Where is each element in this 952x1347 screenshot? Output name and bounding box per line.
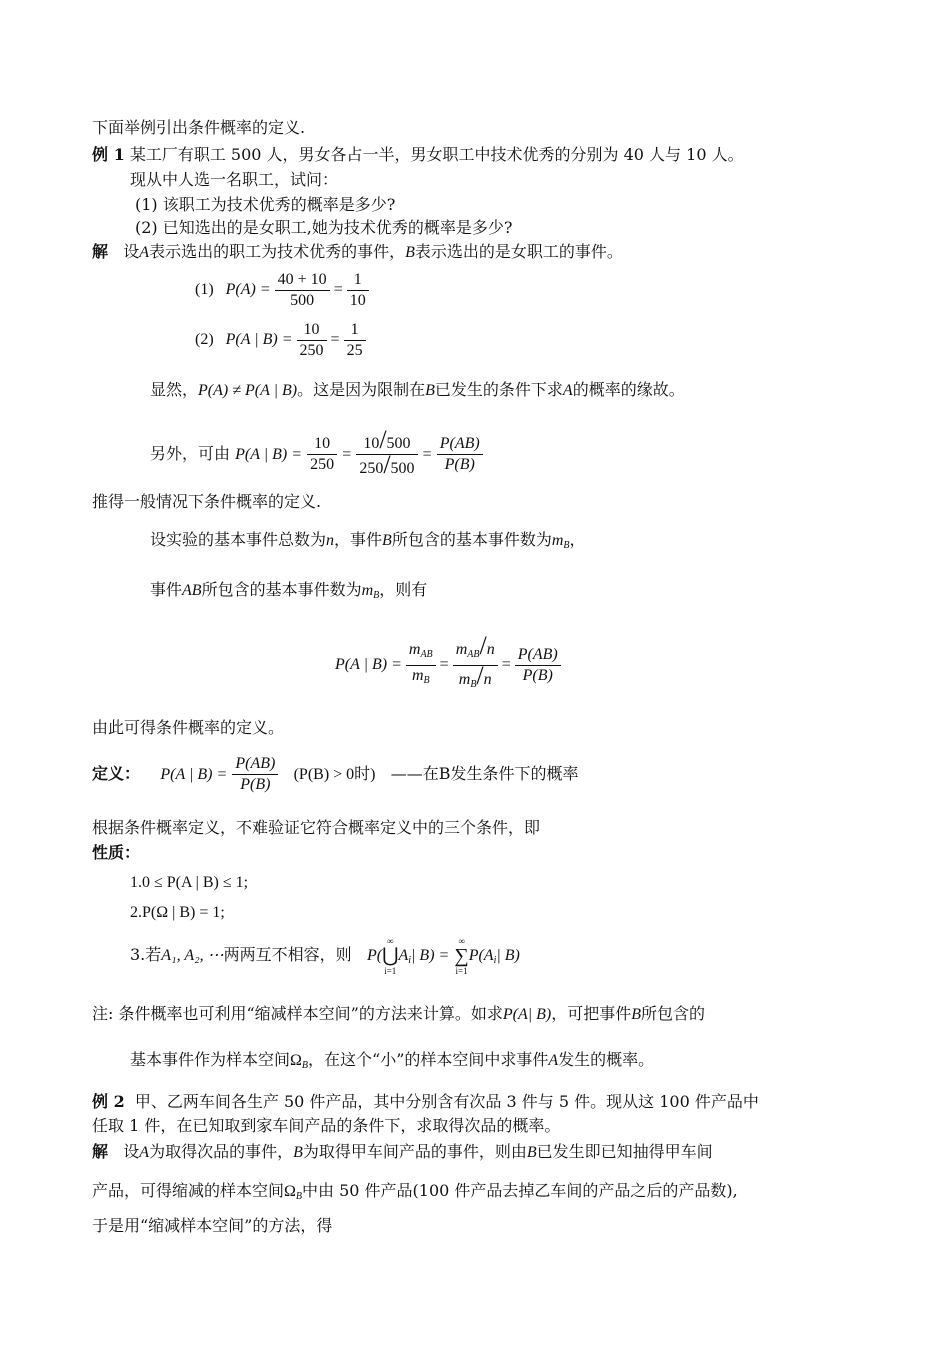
- general-line: 推得一般情况下条件概率的定义.: [92, 492, 322, 511]
- obviously-b: 。这是因为限制在: [297, 380, 426, 399]
- solution-2-label: 解: [92, 1142, 109, 1161]
- solution-2-d: 已发生即已知抽得甲车间: [536, 1142, 713, 1161]
- symbol-b: B: [382, 532, 392, 549]
- general-formula-den: [406, 665, 436, 691]
- example-1-label: 例 1: [92, 145, 125, 164]
- equation-2-result: [344, 320, 366, 361]
- general-formula-result: [515, 645, 561, 686]
- equation-2-result-den: 25: [344, 340, 366, 361]
- note-line-2: [130, 1050, 654, 1076]
- general-formula-result-den: P(B): [515, 665, 561, 686]
- equation-2-result-num: 1: [350, 320, 359, 338]
- definition-label: 定义：: [92, 764, 141, 783]
- setup-ab-b: 所包含的基本事件数为: [201, 580, 362, 599]
- solution-1-setup-c: 表示选出的是女职工的事件。: [414, 242, 623, 261]
- general-formula-result-num: P(AB): [517, 645, 558, 663]
- solution-1-label: 解: [92, 242, 109, 261]
- property-3-a: 3.若: [130, 945, 162, 964]
- solution-1-setup-b: 表示选出的职工为技术优秀的事件，: [149, 242, 406, 261]
- compound-den-n: n: [483, 670, 492, 688]
- also-result: [437, 434, 483, 475]
- properties-label: 性质：: [92, 843, 141, 862]
- symbol-n: n: [326, 532, 335, 549]
- also-compound-num-b: 500: [386, 435, 411, 452]
- symbol-m-sub: B: [373, 590, 380, 601]
- also-compound-num-a: 10: [363, 435, 380, 452]
- obviously-d: 的概率的缘故。: [572, 380, 685, 399]
- symbol-b: B: [293, 1144, 303, 1161]
- sum-upper: ∞: [458, 935, 465, 946]
- symbol-omega-sub: B: [295, 1191, 303, 1202]
- also-result-num: P(AB): [439, 435, 480, 452]
- obviously-line: [150, 380, 685, 401]
- example-2-line-2: 任取 1 件，在已知取到家车间产品的条件下，求取得次品的概率。: [92, 1116, 561, 1135]
- property-2: 2.P(Ω | B) = 1;: [130, 904, 225, 921]
- solution-2-line-1: [92, 1142, 713, 1163]
- equation-2-num: 10: [303, 320, 320, 338]
- general-formula-compound: [453, 630, 498, 695]
- property-3-lhs-a: A: [398, 947, 409, 964]
- example-1-line-1: [92, 145, 744, 165]
- also-line: 另外，可由 P(A | B) = $\frac{10}{250}$ = $\frac{10/500}{250/500}$ = $\frac{P(AB)}{P(B)}$: [150, 420, 483, 489]
- setup-ab-c: ，则有: [379, 580, 428, 599]
- solution-2-line-2: [92, 1181, 738, 1207]
- symbol-b: B: [631, 1006, 642, 1023]
- property-3-lhs-end: | B) =: [411, 947, 450, 964]
- equation-1-lhs: P(A) =: [225, 281, 271, 298]
- properties-intro: 根据条件概率定义，不难验证它符合概率定义中的三个条件，即: [92, 818, 541, 837]
- note-line-1: [92, 1004, 705, 1025]
- also-a: 另外，可由: [150, 444, 231, 463]
- also-compound-den: 250/500: [356, 454, 417, 479]
- equation-1-result: [347, 270, 369, 311]
- setup-n-c: 所包含的基本事件数为: [391, 530, 552, 549]
- general-formula-fraction: [406, 640, 436, 691]
- compound-den-m: m: [458, 670, 471, 688]
- property-3-union: [382, 936, 398, 976]
- solution-1-setup-a: 设: [123, 242, 140, 261]
- equation-2-label: (2): [195, 331, 214, 348]
- general-formula-num-m: m: [408, 640, 421, 658]
- symbol-a: A: [139, 244, 150, 261]
- property-3: [130, 935, 520, 981]
- compound-num-m: m: [455, 640, 468, 658]
- general-formula-lhs: P(A | B) =: [335, 656, 402, 673]
- obviously-c: 已发生的条件下求: [434, 380, 563, 399]
- example-1-question-2: (2) 已知选出的是女职工,她为技术优秀的概率是多少?: [135, 218, 513, 237]
- equation-1-fraction: [275, 270, 330, 311]
- setup-n-a: 设实验的基本事件总数为: [150, 530, 327, 549]
- solution-1-setup: [92, 242, 623, 263]
- also-result-den: P(B): [437, 454, 483, 475]
- union-upper: ∞: [387, 935, 394, 946]
- also-num: 10: [314, 435, 331, 452]
- definition-dash: ——: [390, 764, 423, 783]
- also-compound-fraction: [356, 425, 417, 479]
- symbol-omega: Ω: [290, 1052, 302, 1069]
- property-3-lhs-p: P(: [366, 947, 383, 964]
- definition-num: P(AB): [235, 755, 276, 772]
- equation-2-den: 250: [297, 340, 327, 361]
- equation-1-den: 500: [275, 290, 330, 311]
- note-line-1-c: 所包含的: [641, 1004, 706, 1023]
- general-formula-compound-num: $m_{AB}/n$: [455, 630, 495, 660]
- definition-line: [92, 752, 579, 797]
- definition-note: 在B发生条件下的概率: [422, 764, 579, 783]
- example-1-question-1: (1) 该职工为技术优秀的概率是多少?: [135, 195, 396, 214]
- conclude-line: 由此可得条件概率的定义。: [92, 718, 285, 737]
- symbol-a: A: [139, 1144, 150, 1161]
- sum-symbol: ∑: [454, 944, 469, 967]
- also-den: 250: [307, 454, 337, 475]
- example-2-label: 例 2: [92, 1092, 125, 1111]
- example-1-text: 某工厂有职工 500 人，男女各占一半，男女职工中技术优秀的分别为 40 人与 10 人。: [129, 145, 744, 164]
- general-formula-num-sub: AB: [420, 648, 433, 660]
- setup-n-line: 设实验的基本事件总数为n，事件B所包含的基本事件数为$m_B$，: [150, 530, 586, 551]
- example-2-text: 甲、乙两车间各生产 50 件产品，其中分别含有次品 3 件与 5 件。现从这 100 件产品中: [134, 1092, 759, 1111]
- note-line-2-c: 发生的概率。: [558, 1050, 655, 1069]
- equation-1-num: 40 + 10: [277, 270, 327, 288]
- equation-1-result-den: 10: [347, 290, 369, 311]
- solution-1-equation-2: (2) P(A | B) = $\frac{10}{250}$ = $\frac{1}{25}$: [195, 318, 366, 362]
- symbol-omega: Ω: [284, 1183, 296, 1200]
- symbol-a: A: [562, 382, 573, 399]
- sum-lower: i=1: [455, 965, 468, 976]
- definition-condition: (P(B) > 0时): [293, 766, 376, 783]
- setup-ab-a: 事件: [150, 580, 183, 599]
- symbol-m: m: [361, 582, 374, 599]
- equation-1-label: (1): [195, 281, 214, 298]
- equation-2-fraction: [297, 320, 327, 361]
- solution-2-b: 为取得次品的事件，: [149, 1142, 294, 1161]
- note-line-1-b: ，可把事件: [551, 1004, 632, 1023]
- equation-2-lhs: P(A | B) =: [225, 331, 293, 348]
- union-lower: i=1: [384, 965, 397, 976]
- compound-num-sub: AB: [467, 648, 480, 660]
- union-symbol: ⋃: [382, 944, 399, 967]
- also-lhs: P(A | B) =: [235, 446, 302, 463]
- obviously-math: P(A) ≠ P(A | B): [198, 382, 298, 399]
- general-formula: P(A | B) = $\frac{m_{AB}}{m_B}$ = $\frac{m_{AB}/n}{m_B/n}$ = $\frac{P(AB)}{P(B)}$: [335, 625, 561, 705]
- symbol-m: m: [551, 532, 564, 549]
- symbol-omega-sub: B: [301, 1060, 309, 1071]
- symbol-b: B: [405, 244, 415, 261]
- also-compound-num: 10/500: [363, 425, 411, 454]
- property-3-rhs-sub: i: [493, 955, 497, 966]
- obviously-a: 显然，: [150, 380, 199, 399]
- property-3-math: A₁, A₂, ⋯: [161, 947, 224, 964]
- definition-den: P(B): [232, 774, 278, 795]
- general-formula-num: [406, 640, 436, 665]
- also-compound-den-b: 500: [390, 460, 415, 477]
- definition-fraction: [232, 754, 278, 795]
- property-3-rhs-end: | B): [496, 947, 520, 964]
- also-compound-den-a: 250: [359, 460, 384, 477]
- also-fraction: [307, 434, 337, 475]
- property-3-lhs-sub: i: [408, 955, 412, 966]
- solution-2-a: 设: [123, 1142, 140, 1161]
- general-formula-den-m: m: [411, 666, 424, 684]
- note-line-2-b: ，在这个“小”的样本空间中求事件: [308, 1050, 549, 1069]
- example-1-line-2: 现从中人选一名职工，试问：: [130, 170, 339, 189]
- note-line-1-a: 注: 条件概率也可利用“缩减样本空间”的方法来计算。如求: [92, 1004, 503, 1023]
- general-formula-den-sub: B: [423, 674, 430, 686]
- solution-2-line-2-b: 中由 50 件产品(100 件产品去掉乙车间的产品之后的产品数),: [302, 1181, 738, 1200]
- example-2-line-1: [92, 1092, 759, 1112]
- solution-1-equation-1: (1) P(A) = $\frac{40 + 10}{500}$ = $\frac{1}{10}$: [195, 268, 369, 312]
- note-line-1-math: P(A| B): [502, 1006, 552, 1023]
- solution-2-line-2-a: 产品，可得缩减的样本空间: [92, 1181, 285, 1200]
- symbol-a: A: [548, 1052, 559, 1069]
- note-line-2-a: 基本事件作为样本空间: [130, 1050, 291, 1069]
- property-3-b: 两两互不相容，则: [223, 945, 352, 964]
- general-formula-compound-den: $m_B/n$: [453, 665, 498, 695]
- compound-num-n: n: [486, 640, 495, 658]
- symbol-b: B: [526, 1144, 537, 1161]
- symbol-b: B: [425, 382, 435, 399]
- equation-1-result-num: 1: [353, 270, 362, 288]
- setup-ab-line: [150, 580, 427, 606]
- property-3-sum: [454, 936, 468, 976]
- definition-lhs: P(A | B) =: [160, 766, 228, 783]
- setup-n-b: ，事件: [334, 530, 383, 549]
- property-3-rhs: P(A: [468, 947, 494, 964]
- property-1: 1.0 ≤ P(A | B) ≤ 1;: [130, 874, 249, 891]
- symbol-ab: AB: [182, 582, 202, 599]
- symbol-m-sub: B: [563, 540, 570, 551]
- solution-2-line-3: 于是用“缩减样本空间”的方法，得: [92, 1216, 333, 1235]
- compound-den-sub: B: [470, 678, 477, 690]
- intro-line: 下面举例引出条件概率的定义.: [92, 118, 306, 137]
- solution-2-c: 为取得甲车间产品的事件，则由: [302, 1142, 527, 1161]
